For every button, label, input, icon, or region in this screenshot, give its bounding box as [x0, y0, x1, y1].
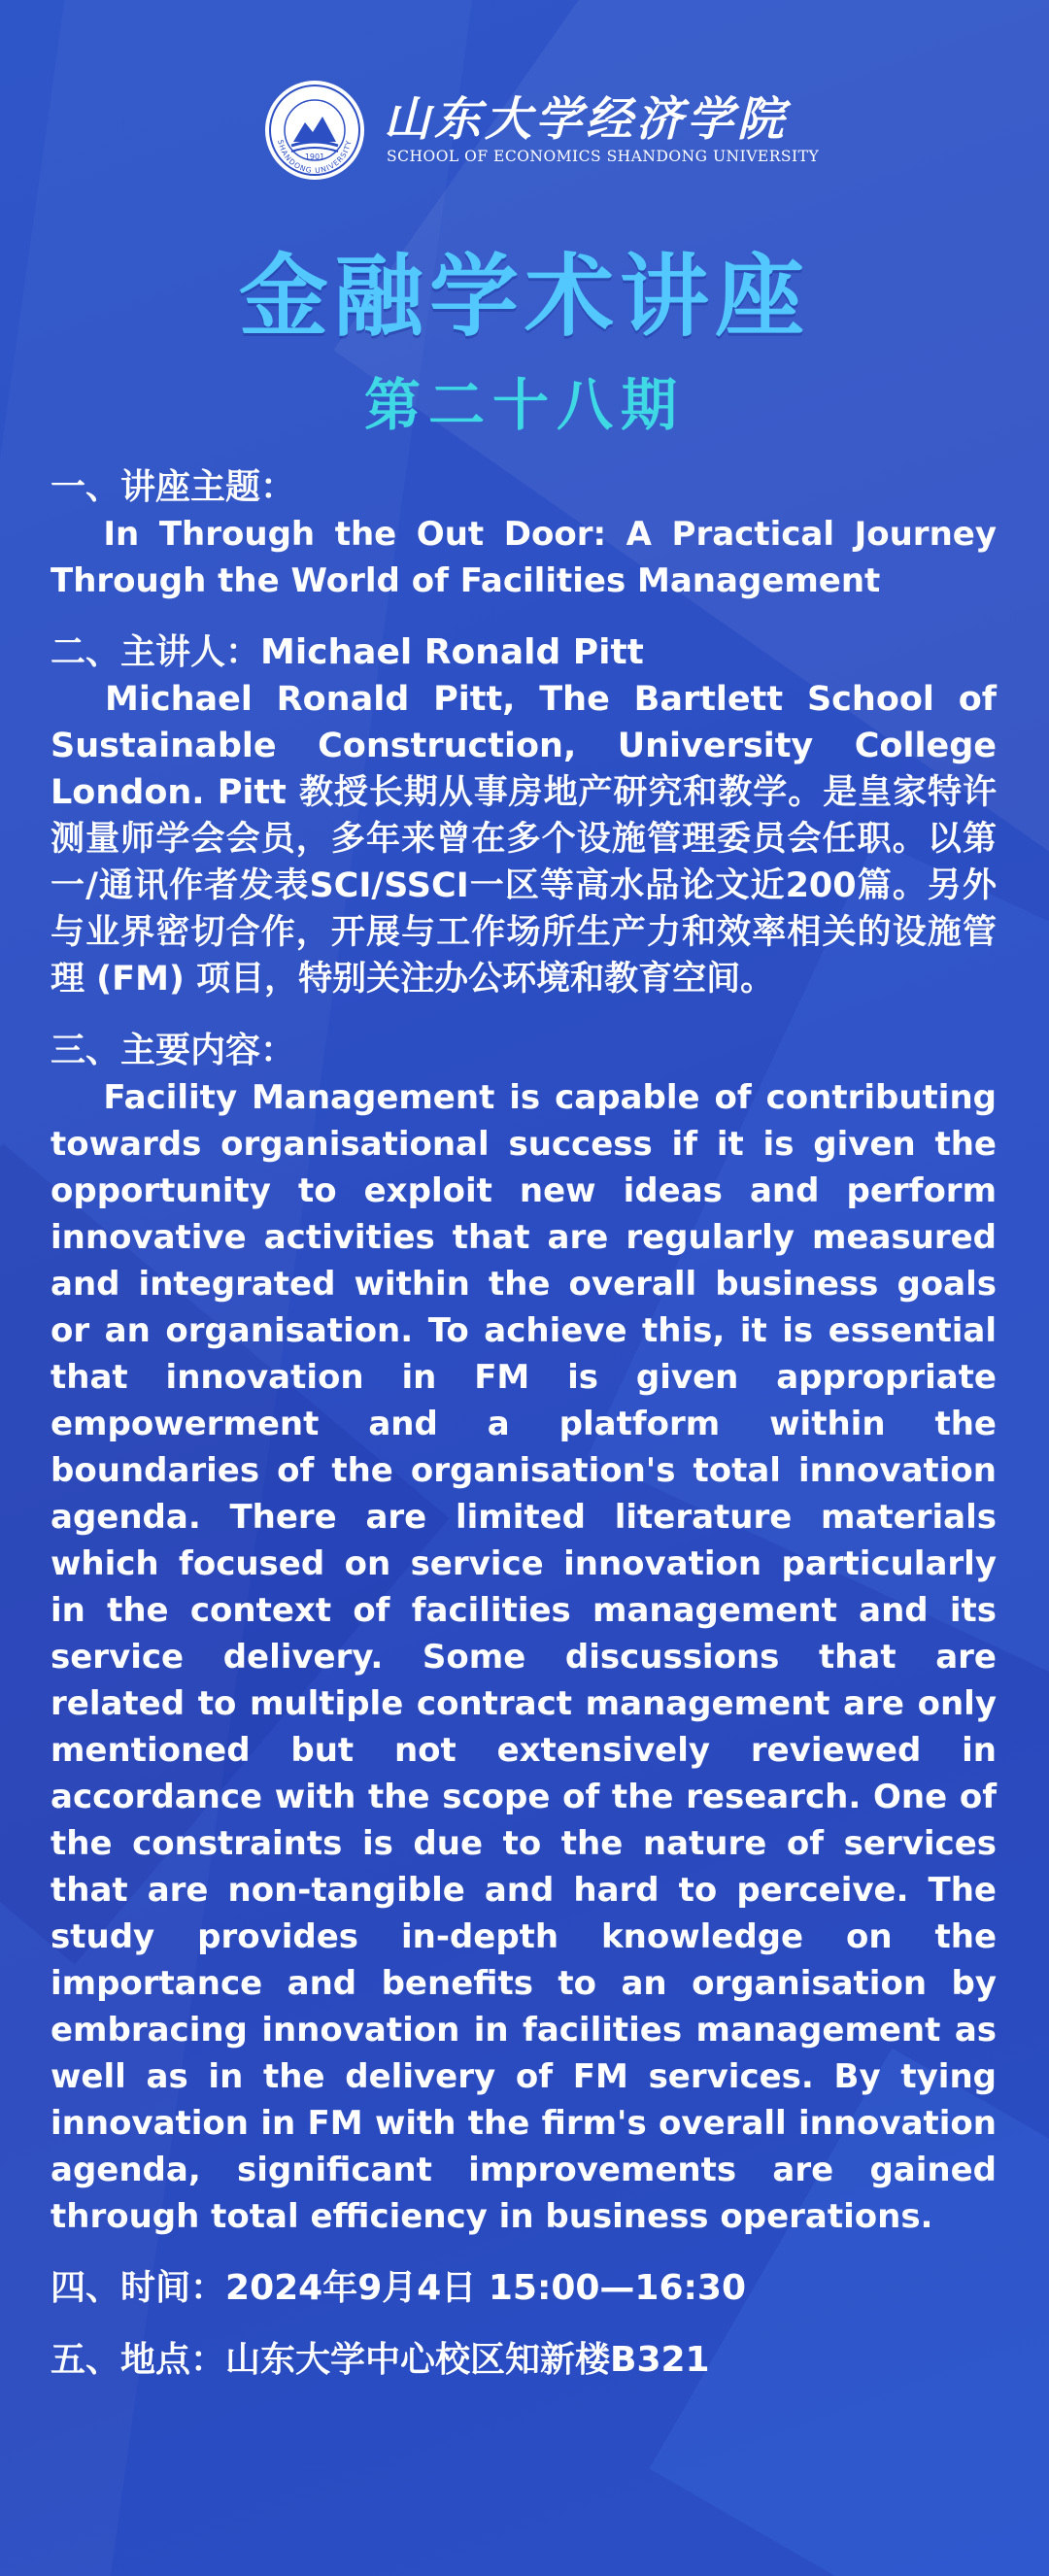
topic-heading: 一、讲座主题：	[51, 467, 296, 507]
university-seal-icon	[262, 78, 367, 183]
lecture-details	[51, 464, 997, 2384]
seal-year: 1901	[304, 153, 325, 161]
content-text: Facility Management is capable of contributing towards organisational success if it is given the opportunity to exploit new ideas and perform innovative activities that are regularly measured and integrated within the overall business goals or an organisation. To achieve this, it is essential that innovation in FM is given appropriate empowerment and a platform within the boundaries of the organisation's total innovation agenda. There are limited literature materials which focused on service innovation particularly in the context of facilities management and its service delivery. Some discussions that are related to multiple contract management are only mentioned but not extensively reviewed in accordance with the scope of the research. One of the constraints is due to the nature of services that are non‐tangible and hard to perceive. The study provides in‐depth knowledge on the importance and benefits to an organisation by embracing innovation in facilities management as well as in the delivery of FM services. By tying innovation in FM with the firm's overall innovation agenda, significant improvements are gained through total efficiency in business operations.	[51, 1078, 997, 2236]
topic-text: In Through the Out Door: A Practical Journey Through the World of Facilities Management	[51, 515, 997, 600]
issue-number: 第二十八期	[363, 372, 685, 438]
school-header	[262, 78, 820, 185]
time-heading: 四、时间：	[51, 2268, 226, 2308]
speaker-name: Michael Ronald Pitt	[260, 632, 644, 672]
speaker-heading-row	[51, 629, 997, 676]
speaker-bio: Michael Ronald Pitt, The Bartlett School of Sustainable Construction, University College London. Pitt 教授长期从事房地产研究和教学。是皇家特许测量师学会会员，多年来曾在多个设施管理委员会任职。以第一/通讯作者发表SCI/SSCI一区等高水品论文近200篇。另外与业界密切合作，开展与工作场所生产力和效率相关的设施管理 (FM) 项目，特别关注办公环境和教育空间。	[51, 680, 997, 999]
content-heading: 三、主要内容：	[51, 1031, 296, 1070]
school-english-name: SCHOOL OF ECONOMICS SHANDONG UNIVERSITY	[387, 148, 820, 165]
place-heading: 五、地点：	[51, 2340, 226, 2380]
place-row	[51, 2337, 997, 2384]
place-value: 山东大学中心校区知新楼B321	[225, 2340, 710, 2380]
university-name: 山东大学经济学院	[384, 92, 789, 147]
speaker-heading: 二、主讲人：	[51, 632, 261, 672]
page-title: 金融学术讲座	[238, 245, 810, 349]
time-row	[51, 2265, 997, 2312]
time-value: 2024年9月4日 15:00—16:30	[225, 2268, 747, 2308]
seal-text: SHANDONG UNIVERSITY	[276, 139, 354, 176]
